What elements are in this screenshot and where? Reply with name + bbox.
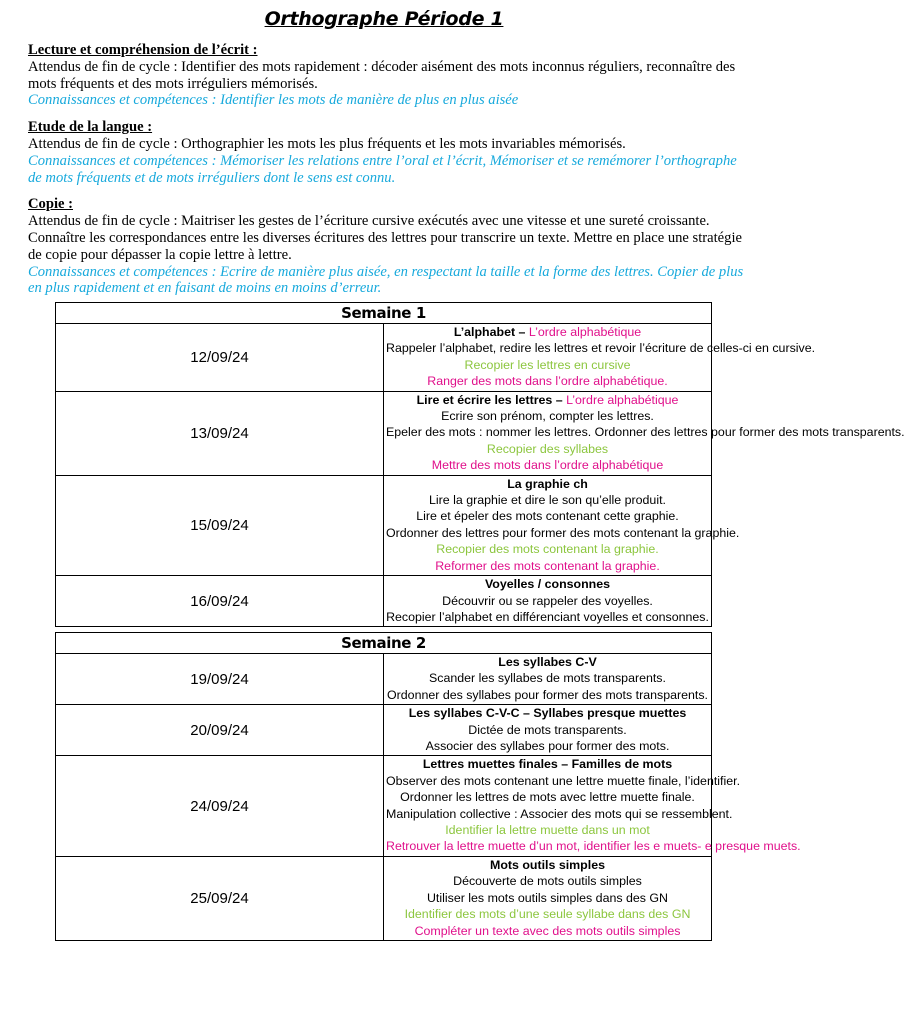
section-copie: [28, 196, 746, 297]
session-title: Lettres muettes finales – Familles de mots: [422, 757, 673, 772]
session-title-extra: L’ordre alphabétique: [566, 392, 679, 407]
session-activity: Retrouver la lettre muette d’un mot, identifier les e muets- e presque muets.: [386, 839, 801, 854]
section-attendus: Attendus de fin de cycle : Orthographier les mots les plus fréquents et les mots invariables mémorisés.: [28, 135, 626, 152]
session-activity: Recopier les lettres en cursive: [464, 357, 631, 372]
session-activity: Mettre des mots dans l’ordre alphabétique: [431, 458, 664, 473]
objectives-block: [28, 42, 746, 307]
session-activity: Associer des syllabes pour former des mots.: [425, 739, 670, 754]
session-activity: Manipulation collective : Associer des mots qui se ressemblent.: [386, 806, 733, 821]
session-title: La graphie ch: [507, 476, 588, 491]
session-title: Les syllabes C-V-C – Syllabes presque muettes: [408, 706, 687, 721]
session-title: L’alphabet: [453, 325, 516, 339]
session-title: Voyelles / consonnes: [484, 577, 611, 592]
session-title-line: [386, 324, 709, 340]
session-activity: Identifier la lettre muette dans un mot: [445, 823, 650, 838]
section-attendus: Attendus de fin de cycle : Identifier des mots rapidement : décoder aisément des mots inconnus réguliers, reconnaître des mots fréquents et des mots irréguliers mémorisés.: [28, 58, 736, 92]
session-activity: Découvrir ou se rappeler des voyelles.: [442, 593, 653, 608]
session-activity: Observer des mots contenant une lettre muette finale, l’identifier.: [386, 773, 741, 788]
section-heading: Etude de la langue :: [28, 119, 153, 136]
session-content: [384, 391, 905, 475]
session-row: [56, 475, 712, 575]
session-activity: Reformer des mots contenant la graphie.: [435, 558, 660, 573]
week-2-table: [55, 632, 801, 941]
session-content: [384, 856, 712, 940]
week-heading: Semaine 2: [56, 633, 712, 654]
section-etude-langue: [28, 119, 746, 186]
session-row: [56, 391, 712, 475]
session-row: [56, 756, 712, 856]
session-title-separator: –: [552, 392, 567, 407]
session-title-separator: –: [515, 325, 529, 339]
session-activity: Recopier l’alphabet en différenciant voyelles et consonnes.: [386, 609, 709, 624]
session-activity: Epeler des mots : nommer les lettres. Ordonner des lettres pour former des mots transparents.: [386, 425, 905, 440]
section-heading: Lecture et compréhension de l’écrit :: [28, 42, 258, 58]
session-row: [56, 324, 712, 392]
session-content: [384, 475, 740, 575]
session-title-line: [386, 392, 709, 408]
session-title-extra: L’ordre alphabétique: [528, 325, 642, 339]
session-date: 12/09/24: [56, 324, 384, 392]
session-activity: Rappeler l’alphabet, redire les lettres et revoir l’écriture de celles-ci en cursive.: [386, 341, 816, 356]
session-date: 15/09/24: [56, 475, 384, 575]
session-row: [56, 654, 712, 705]
session-activity: Découverte de mots outils simples: [453, 874, 642, 889]
session-row: [56, 705, 712, 756]
session-row: [56, 856, 712, 940]
session-activity: Ecrire son prénom, compter les lettres.: [441, 409, 654, 424]
session-title-line: [386, 654, 709, 670]
session-title: Mots outils simples: [490, 857, 605, 872]
session-content: [384, 324, 816, 392]
session-activity: Compléter un texte avec des mots outils simples: [414, 923, 681, 938]
section-competences: Connaissances et compétences : Mémoriser les relations entre l’oral et l’écrit, Mémoriser et se remémorer l’orthographe de mots fréquents et de mots irréguliers dont le sens est connu.: [28, 152, 737, 186]
session-activity: Scander les syllabes de mots transparents.: [429, 671, 666, 686]
session-activity: Ordonner des syllabes pour former des mots transparents.: [387, 687, 708, 702]
session-content: [384, 756, 801, 856]
session-activity: Ordonner des lettres pour former des mots contenant la graphie.: [386, 525, 740, 540]
session-activity: Recopier des syllabes: [486, 441, 609, 456]
session-activity: Lire et épeler des mots contenant cette graphie.: [416, 509, 679, 524]
section-competences: Connaissances et compétences : Ecrire de manière plus aisée, en respectant la taille et la forme des lettres. Copier de plus en plus rapidement et en faisant de moins en moins d’erreur.: [28, 263, 744, 297]
session-activity: Ranger des mots dans l’ordre alphabétique.: [427, 374, 668, 389]
session-date: 25/09/24: [56, 856, 384, 940]
section-attendus: Attendus de fin de cycle : Maitriser les gestes de l’écriture cursive exécutés avec une vitesse et une sureté croissante. Connaître les correspondances entre les diverses écritures des lettres pour transcrire un texte. Mettre en place une stratégie de copie pour dépasser la copie lettre à lettre.: [28, 213, 742, 263]
session-date: 19/09/24: [56, 654, 384, 705]
session-title-line: [386, 576, 709, 592]
session-activity: Lire la graphie et dire le son qu’elle produit.: [429, 493, 666, 508]
session-title: Les syllabes C-V: [498, 655, 597, 669]
page-title: Orthographe Période 1: [264, 8, 504, 30]
session-row: [56, 576, 712, 627]
session-activity: Ordonner les lettres de mots avec lettre muette finale.: [400, 790, 695, 805]
session-date: 16/09/24: [56, 576, 384, 627]
week-1-table: [55, 302, 905, 627]
session-activity: Utiliser les mots outils simples dans des GN: [426, 890, 668, 905]
session-title-line: [386, 756, 709, 772]
session-content: [384, 654, 712, 705]
session-title-line: [386, 705, 709, 721]
session-activity: Identifier des mots d’une seule syllabe dans des GN: [404, 907, 691, 922]
session-title: Lire et écrire les lettres: [416, 392, 553, 407]
section-competences: Connaissances et compétences : Identifier les mots de manière de plus en plus aisée: [28, 92, 519, 109]
session-date: 24/09/24: [56, 756, 384, 856]
session-date: 13/09/24: [56, 391, 384, 475]
session-activity: Recopier des mots contenant la graphie.: [436, 542, 659, 557]
week-heading: Semaine 1: [56, 303, 712, 324]
session-title-line: [386, 857, 709, 873]
session-content: [384, 705, 712, 756]
session-content: [384, 576, 712, 627]
session-activity: Dictée de mots transparents.: [468, 722, 627, 737]
session-date: 20/09/24: [56, 705, 384, 756]
section-lecture: [28, 42, 746, 109]
session-title-line: [386, 476, 709, 492]
section-heading: Copie :: [28, 196, 73, 213]
